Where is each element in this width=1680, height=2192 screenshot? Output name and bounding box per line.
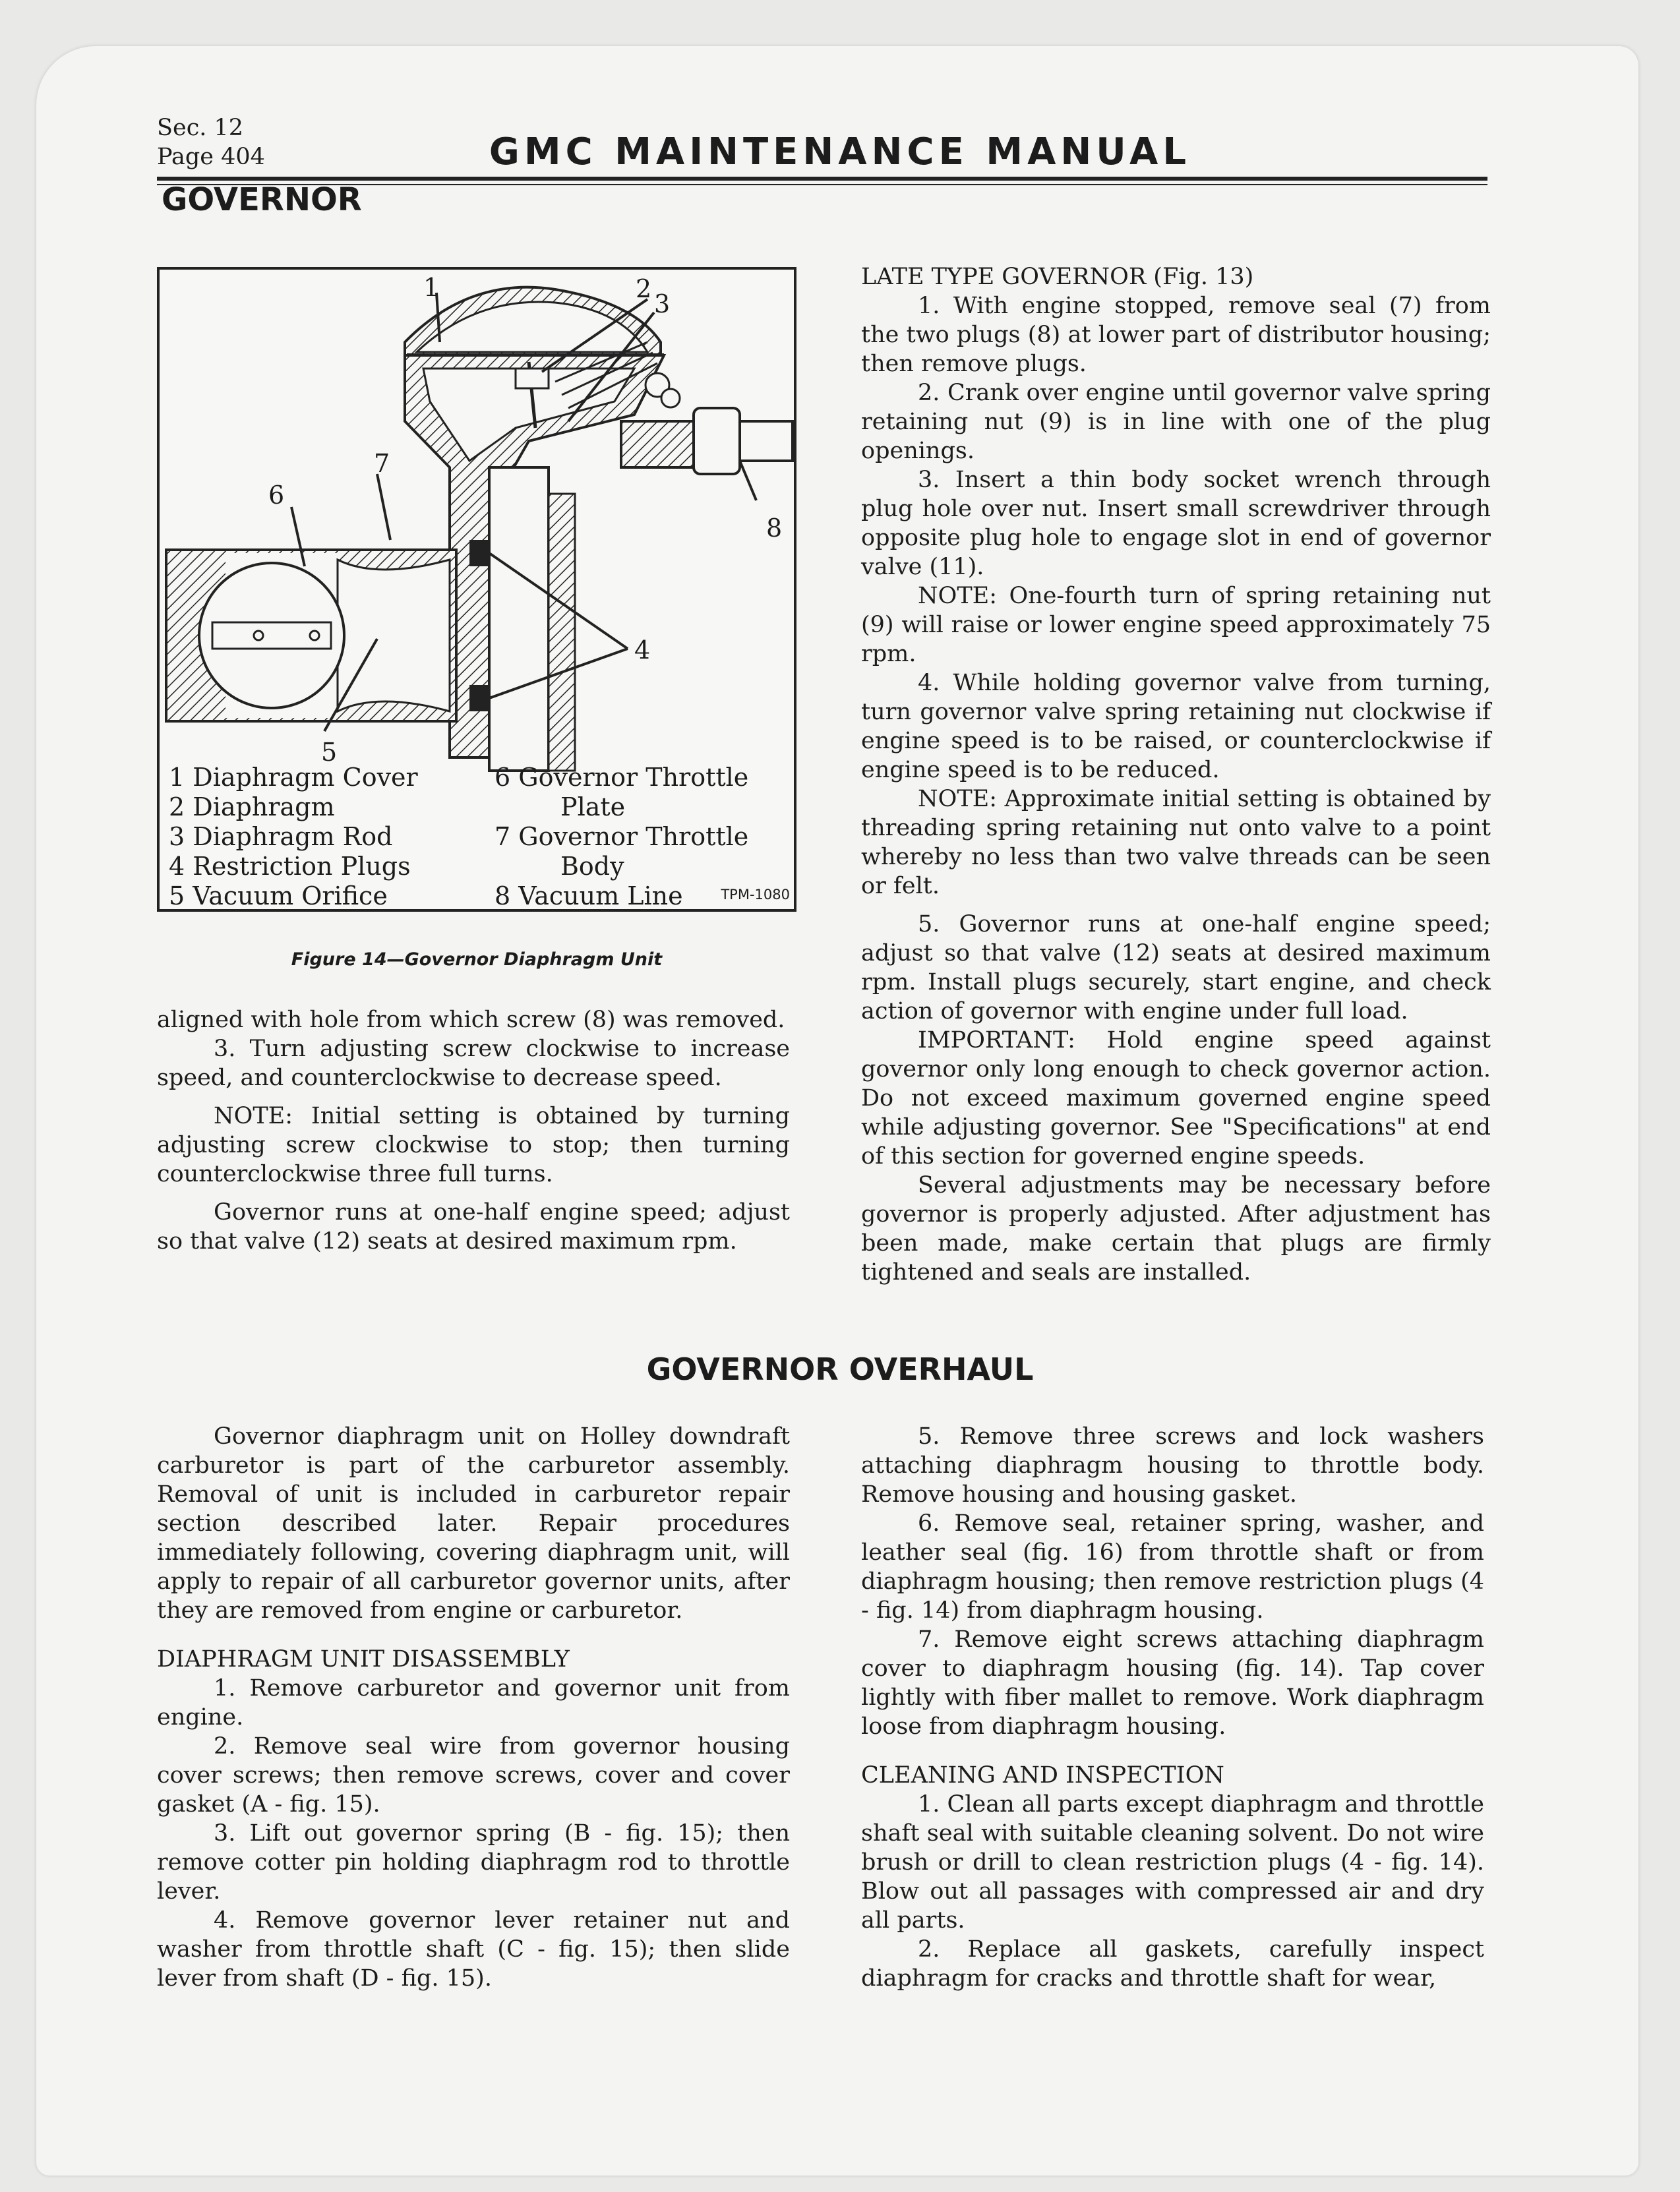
- step: 5. Remove three screws and lock washers attaching diaphragm housing to throttle body. Remove housing and housing gasket.: [861, 1423, 1484, 1508]
- vacuum-line: [740, 421, 793, 461]
- section-heading: GOVERNOR: [162, 181, 362, 218]
- step: 1. Clean all parts except diaphragm and throttle shaft seal with suitable cleaning solvent. Do not wire brush or drill to clean restriction plugs (4 - fig. 14). Blow out all passages with compressed air and dry all parts.: [861, 1791, 1484, 1934]
- note: NOTE: One-fourth turn of spring retaining nut (9) will raise or lower engine speed approximately 75 rpm.: [861, 583, 1491, 667]
- paragraph: 4. While holding governor valve from turning, turn governor valve spring retaining nut clockwise if engine speed is to be raised, or counterclockwise if engine speed is to be reduced.: [861, 670, 1491, 783]
- paragraph: aligned with hole from which screw (8) was removed.: [157, 1007, 785, 1033]
- paragraph: Several adjustments may be necessary before governor is properly adjusted. After adjustment has been made, make certain that plugs are firmly tightened and seals are installed.: [861, 1172, 1491, 1286]
- overhaul-heading: GOVERNOR OVERHAUL: [646, 1351, 1034, 1387]
- step: 6. Remove seal, retainer spring, washer, and leather seal (fig. 16) from throttle shaft or from diaphragm housing; then remove restriction plugs (4 - fig. 14) from diaphragm housing.: [861, 1510, 1484, 1624]
- callout-3: 3: [654, 289, 671, 318]
- callout-8: 8: [766, 514, 783, 543]
- legend-item: 2 Diaphragm: [169, 792, 335, 821]
- callout-6: 6: [268, 481, 285, 510]
- callout-5: 5: [321, 738, 338, 767]
- restriction-plug-lower: [469, 685, 489, 711]
- step: 7. Remove eight screws attaching diaphragm cover to diaphragm housing (fig. 14). Tap cover lightly with fiber mallet to remove. Work diaphragm loose from diaphragm housing.: [861, 1626, 1484, 1740]
- callout-1: 1: [423, 273, 440, 302]
- subheading: CLEANING AND INSPECTION: [861, 1762, 1224, 1789]
- step: 2. Replace all gaskets, carefully inspect diaphragm for cracks and throttle shaft for wear,: [861, 1936, 1484, 1992]
- overhaul-right-column: [861, 1422, 1484, 1993]
- subheading: LATE TYPE GOVERNOR (Fig. 13): [861, 264, 1254, 290]
- paragraph: 1. With engine stopped, remove seal (7) from the two plugs (8) at lower part of distributor housing; then remove plugs.: [861, 293, 1491, 377]
- restriction-plug-upper: [469, 540, 489, 566]
- vacuum-line-fitting: [621, 421, 694, 467]
- paragraph: 5. Governor runs at one-half engine speed; adjust so that valve (12) seats at desired maximum rpm. Install plugs securely, start engine, and check action of governor with engine under full load.: [861, 911, 1491, 1024]
- legend-item: Body: [560, 852, 624, 881]
- legend-item: 1 Diaphragm Cover: [169, 763, 418, 792]
- legend-item: 3 Diaphragm Rod: [169, 822, 393, 851]
- paragraph: NOTE: Initial setting is obtained by turning adjusting screw clockwise to stop; then turning counterclockwise three full turns.: [157, 1103, 790, 1187]
- step: 4. Remove governor lever retainer nut and washer from throttle shaft (C - fig. 15); then slide lever from shaft (D - fig. 15).: [157, 1907, 790, 1992]
- callout-7: 7: [374, 449, 390, 478]
- left-column-text: [157, 1005, 790, 1256]
- important-note: IMPORTANT: Hold engine speed against governor only long enough to check governor action. Do not exceed maximum governed engine speed while adjusting governor. See "Specifications" at end of this section for governed engine speeds.: [861, 1027, 1491, 1170]
- page-number: Page 404: [157, 144, 265, 170]
- legend-item: 5 Vacuum Orifice: [169, 881, 388, 910]
- step: 1. Remove carburetor and governor unit from engine.: [157, 1675, 790, 1731]
- callout-2: 2: [636, 274, 652, 303]
- governor-throttle-body-side: [489, 467, 549, 771]
- paragraph: 2. Crank over engine until governor valve spring retaining nut (9) is in line with one of the plug openings.: [861, 380, 1491, 464]
- legend-item: 6 Governor Throttle: [495, 763, 749, 792]
- legend-item: 8 Vacuum Line: [495, 881, 683, 910]
- legend-item: 7 Governor Throttle: [495, 822, 749, 851]
- paragraph: 3. Turn adjusting screw clockwise to increase speed, and counterclockwise to decrease speed.: [157, 1036, 790, 1091]
- overhaul-left-column: [157, 1422, 790, 1993]
- legend-item: 4 Restriction Plugs: [169, 852, 411, 881]
- step: 3. Lift out governor spring (B - fig. 15); then remove cotter pin holding diaphragm rod to throttle lever.: [157, 1820, 790, 1905]
- section-number: Sec. 12: [157, 115, 244, 141]
- step: 2. Remove seal wire from governor housing cover screws; then remove screws, cover and cover gasket (A - fig. 15).: [157, 1733, 790, 1818]
- callout-4: 4: [634, 636, 651, 665]
- figure-14-box: [157, 267, 796, 912]
- subheading: DIAPHRAGM UNIT DISASSEMBLY: [157, 1646, 570, 1673]
- paragraph: Governor runs at one-half engine speed; adjust so that valve (12) seats at desired maximum rpm.: [157, 1199, 790, 1255]
- paragraph: Governor diaphragm unit on Holley downdraft carburetor is part of the carburetor assembly. Removal of unit is included in carburetor repair section described later. Repair procedures immediately following, covering diaphragm unit, will apply to repair of all carburetor governor units, after they are removed from engine or carburetor.: [157, 1423, 790, 1624]
- right-column-text: [861, 262, 1491, 1287]
- note: NOTE: Approximate initial setting is obtained by threading spring retaining nut onto valve to a point whereby no less than two valve threads can be seen or felt.: [861, 786, 1491, 899]
- paragraph: 3. Insert a thin body socket wrench through plug hole over nut. Insert small screwdriver through opposite plug hole to engage slot in end of governor valve (11).: [861, 467, 1491, 580]
- legend-item: Plate: [560, 792, 626, 821]
- figure-caption: Figure 14—Governor Diaphragm Unit: [291, 949, 663, 970]
- figure-code: TPM-1080: [721, 887, 790, 903]
- manual-title: GMC MAINTENANCE MANUAL: [489, 131, 1191, 173]
- header-rule: [157, 177, 1487, 181]
